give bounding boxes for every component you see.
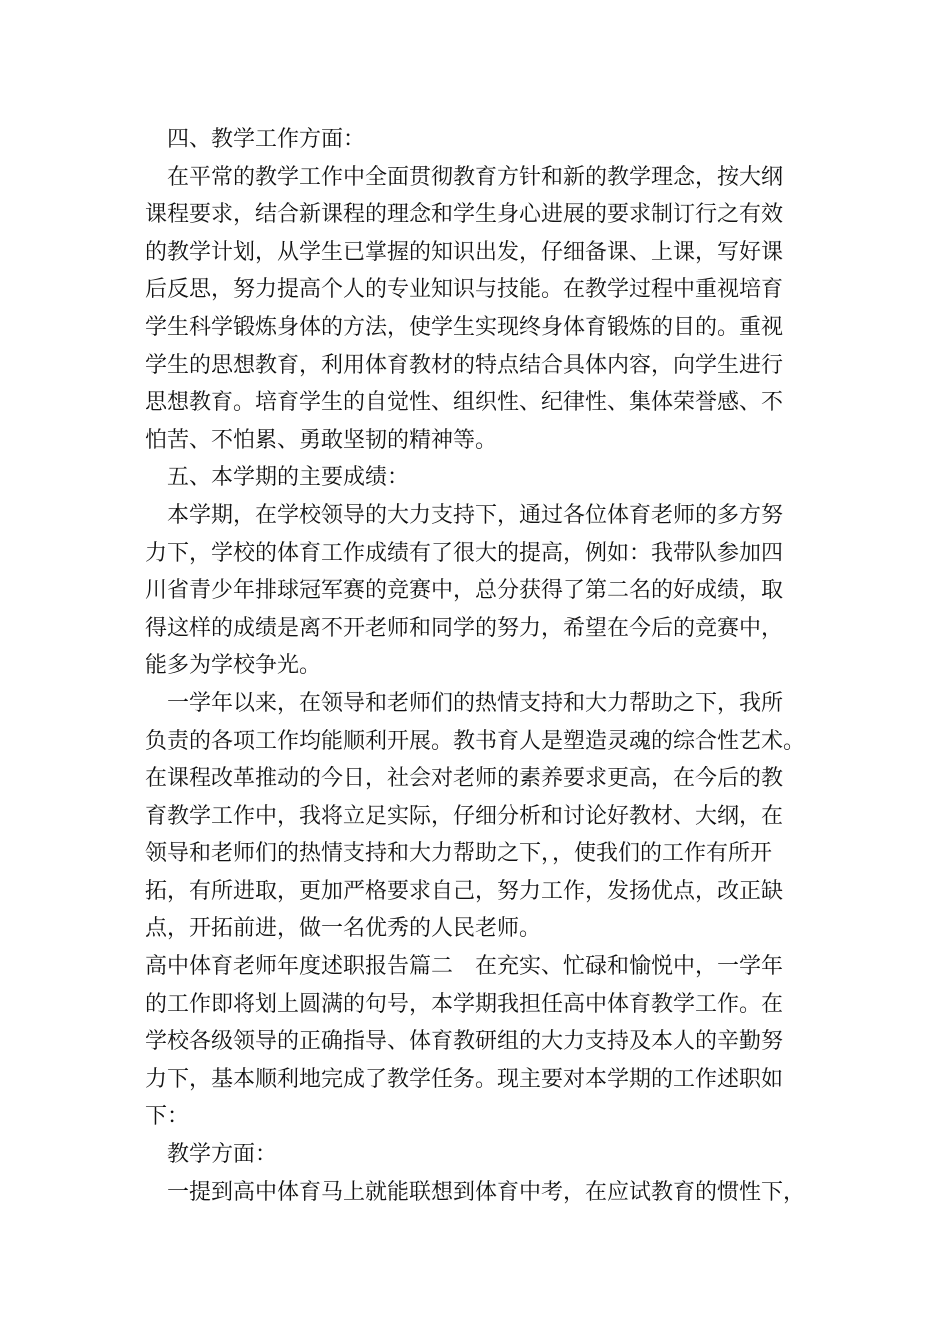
text-line: 学校各级领导的正确指导、体育教研组的大力支持及本人的辛勤努 xyxy=(145,1029,784,1055)
text-line: 思想教育。培育学生的自觉性、组织性、纪律性、集体荣誉感、不 xyxy=(145,390,784,416)
text-line: 点，开拓前进，做一名优秀的人民老师。 xyxy=(145,916,542,942)
text-line: 本学期，在学校领导的大力支持下，通过各位体育老师的多方努 xyxy=(167,502,784,528)
text-line: 学生科学锻炼身体的方法，使学生实现终身体育锻炼的目的。重视 xyxy=(145,314,784,340)
text-line: 四、教学工作方面： xyxy=(167,127,366,152)
text-line: 教学方面： xyxy=(167,1142,278,1168)
text-line: 得这样的成绩是离不开老师和同学的努力，希望在今后的竞赛中， xyxy=(145,615,784,641)
text-line: 力下，学校的体育工作成绩有了很大的提高，例如：我带队参加四 xyxy=(145,540,784,566)
text-line: 的教学计划，从学生已掌握的知识出发，仔细备课、上课，写好课 xyxy=(145,239,784,265)
text-line: 学生的思想教育，利用体育教材的特点结合具体内容，向学生进行 xyxy=(145,352,784,378)
text-line: 育教学工作中，我将立足实际，仔细分析和讨论好教材、大纲，在 xyxy=(145,803,784,829)
text-line: 领导和老师们的热情支持和大力帮助之下，，使我们的工作有所开 xyxy=(145,841,773,867)
text-line: 的工作即将划上圆满的句号，本学期我担任高中体育教学工作。在 xyxy=(145,991,784,1017)
text-line: 负责的各项工作均能顺利开展。教书育人是塑造灵魂的综合性艺术。 xyxy=(145,728,806,754)
text-line: 后反思，努力提高个人的专业知识与技能。在教学过程中重视培育 xyxy=(145,277,784,303)
text-line: 在平常的教学工作中全面贯彻教育方针和新的教学理念，按大纲 xyxy=(167,164,784,190)
text-line: 拓，有所进取，更加严格要求自己，努力工作，发扬优点，改正缺 xyxy=(145,878,784,904)
text-line: 下： xyxy=(145,1104,190,1130)
text-line: 课程要求，结合新课程的理念和学生身心进展的要求制订行之有效 xyxy=(145,202,784,228)
text-line: 一学年以来，在领导和老师们的热情支持和大力帮助之下，我所 xyxy=(167,690,784,716)
text-line: 川省青少年排球冠军赛的竞赛中，总分获得了第二名的好成绩，取 xyxy=(145,578,784,604)
text-line: 怕苦、不怕累、勇敢坚韧的精神等。 xyxy=(145,427,498,453)
text-line: 力下，基本顺利地完成了教学任务。现主要对本学期的工作述职如 xyxy=(145,1066,784,1092)
text-line: 一提到高中体育马上就能联想到体育中考，在应试教育的惯性下， xyxy=(167,1179,806,1205)
text-line: 五、本学期的主要成绩： xyxy=(167,465,410,491)
text-line: 在课程改革推动的今日，社会对老师的素养要求更高，在今后的教 xyxy=(145,766,784,792)
document-body xyxy=(145,121,825,1211)
text-line: 能多为学校争光。 xyxy=(145,653,322,679)
text-line: 高中体育老师年度述职报告篇二 在充实、忙碌和愉悦中，一学年 xyxy=(145,954,784,980)
